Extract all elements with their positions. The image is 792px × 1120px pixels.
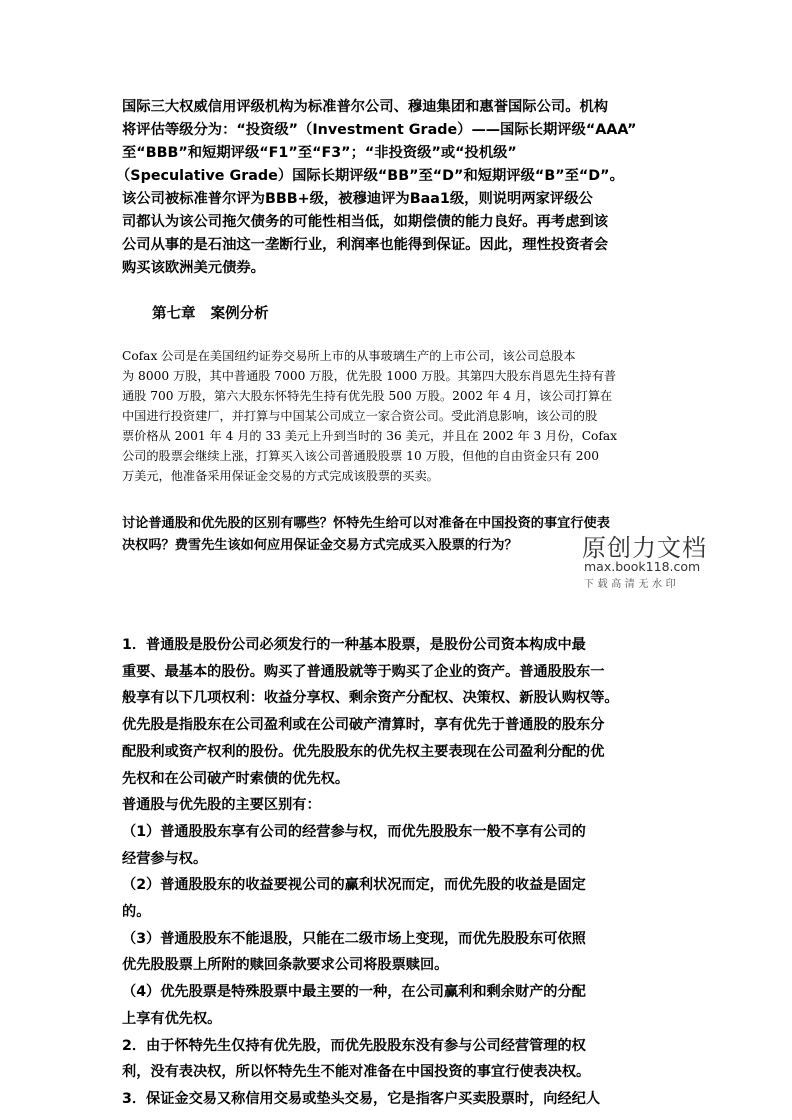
intro-line: 至“BBB”和短期评级“F1”至“F3”；“非投资级”或“投机级” [122,145,517,161]
answer-line: （3）普通股股东不能退股，只能在二级市场上变现，而优先股股东可依照 [122,930,586,947]
answer-line: 2．由于怀特先生仅持有优先股，而优先股股东没有参与公司经营管理的权 [122,1037,586,1054]
intro-line: 购买该欧洲美元债券。 [122,260,265,276]
answer-line: （1）普通股股东享有公司的经营参与权，而优先股股东一般不享有公司的 [122,823,586,840]
intro-line: 司都认为该公司拖欠债务的可能性相当低，如期偿债的能力良好。再考虑到该 [122,214,609,230]
answer-line: 上享有优先权。 [122,1010,222,1027]
answer-line: 重要、最基本的股份。购买了普通股就等于购买了企业的资产。普通股股东一 [122,663,605,680]
question-line: 决权吗？费雪先生该如何应用保证金交易方式完成买入股票的行为？ [122,538,518,553]
case-line: 公司的股票会继续上涨，打算买入该公司普通股股票 10 万股，但他的自由资金只有 200 [122,449,599,463]
case-line: Cofax 公司是在美国纽约证券交易所上市的从事玻璃生产的上市公司，该公司总股本 [122,349,576,363]
answer-line: 利，没有表决权，所以怀特先生不能对准备在中国投资的事宜行使表决权。 [122,1064,591,1081]
intro-paragraph [116,96,674,280]
intro-line: 公司从事的是石油这一垄断行业，利润率也能得到保证。因此，理性投资者会 [122,237,609,253]
case-line: 通股 700 万股，第六大股东怀特先生持有优先股 500 万股。2002 年 4 月，该公司打算在 [122,389,613,403]
watermark-subtitle: 下载高清无水印 [584,579,680,590]
question-line: 讨论普通股和优先股的区别有哪些？怀特先生给可以对准备在中国投资的事宜行使表 [122,516,610,531]
answer-line: 普通股与优先股的主要区别有： [122,797,321,814]
answer-line: 优先股是指股东在公司盈利或在公司破产清算时，享有优先于普通股的股东分 [122,717,605,734]
case-line: 中国进行投资建厂，并打算与中国某公司成立一家合资公司。受此消息影响，该公司的股 [122,409,598,423]
case-line: 万美元，他准备采用保证金交易的方式完成该股票的买卖。 [122,469,439,483]
answer-line: 先权和在公司破产时索债的优先权。 [122,770,350,787]
answer-line: 般享有以下几项权利：收益分享权、剩余资产分配权、决策权、新股认购权等。 [122,690,619,707]
case-line: 票价格从 2001 年 4 月的 33 美元上升到当时的 36 美元，并且在 2002 年 3 月份，Cofax [122,429,618,443]
answer-line: （4）优先股票是特殊股票中最主要的一种，在公司赢利和剩余财产的分配 [122,984,586,1001]
watermark-logo [582,528,712,590]
intro-line: 国际三大权威信用评级机构为标准普尔公司、穆迪集团和惠誉国际公司。机构 [122,99,609,115]
answer-line: （2）普通股股东的收益要视公司的赢利状况而定，而优先股的收益是固定 [122,877,586,894]
answer-section [122,632,674,1113]
answer-line: 3．保证金交易又称信用交易或垫头交易，它是指客户买卖股票时，向经纪人 [122,1090,601,1107]
case-description [122,346,674,486]
answer-line: 配股利或资产权利的股份。优先股股东的优先权主要表现在公司盈利分配的优 [122,743,605,760]
case-line: 为 8000 万股，其中普通股 7000 万股，优先股 1000 万股。其第四大股东肖恩先生持有普 [122,369,617,383]
intro-line: 该公司被标准普尔评为BBB+级，被穆迪评为Baa1级，则说明两家评级公 [122,191,593,207]
answer-line: 优先股股票上所附的赎回条款要求公司将股票赎回。 [122,957,449,974]
intro-line: （Speculative Grade）国际长期评级“BB”至“D”和短期评级“B”至“D”。 [116,168,624,184]
watermark-url: max.book118.com [584,559,701,574]
answer-line: 1．普通股是股份公司必须发行的一种基本股票，是股份公司资本构成中最 [122,637,586,653]
answer-line: 经营参与权。 [122,850,208,867]
intro-line: 将评估等级分为：“投资级”（Investment Grade）——国际长期评级“AAA” [122,122,637,138]
watermark-title: 原创力文档 [582,534,707,562]
chapter-title: 第七章 案例分析 [152,306,269,322]
answer-line: 的。 [122,904,151,921]
